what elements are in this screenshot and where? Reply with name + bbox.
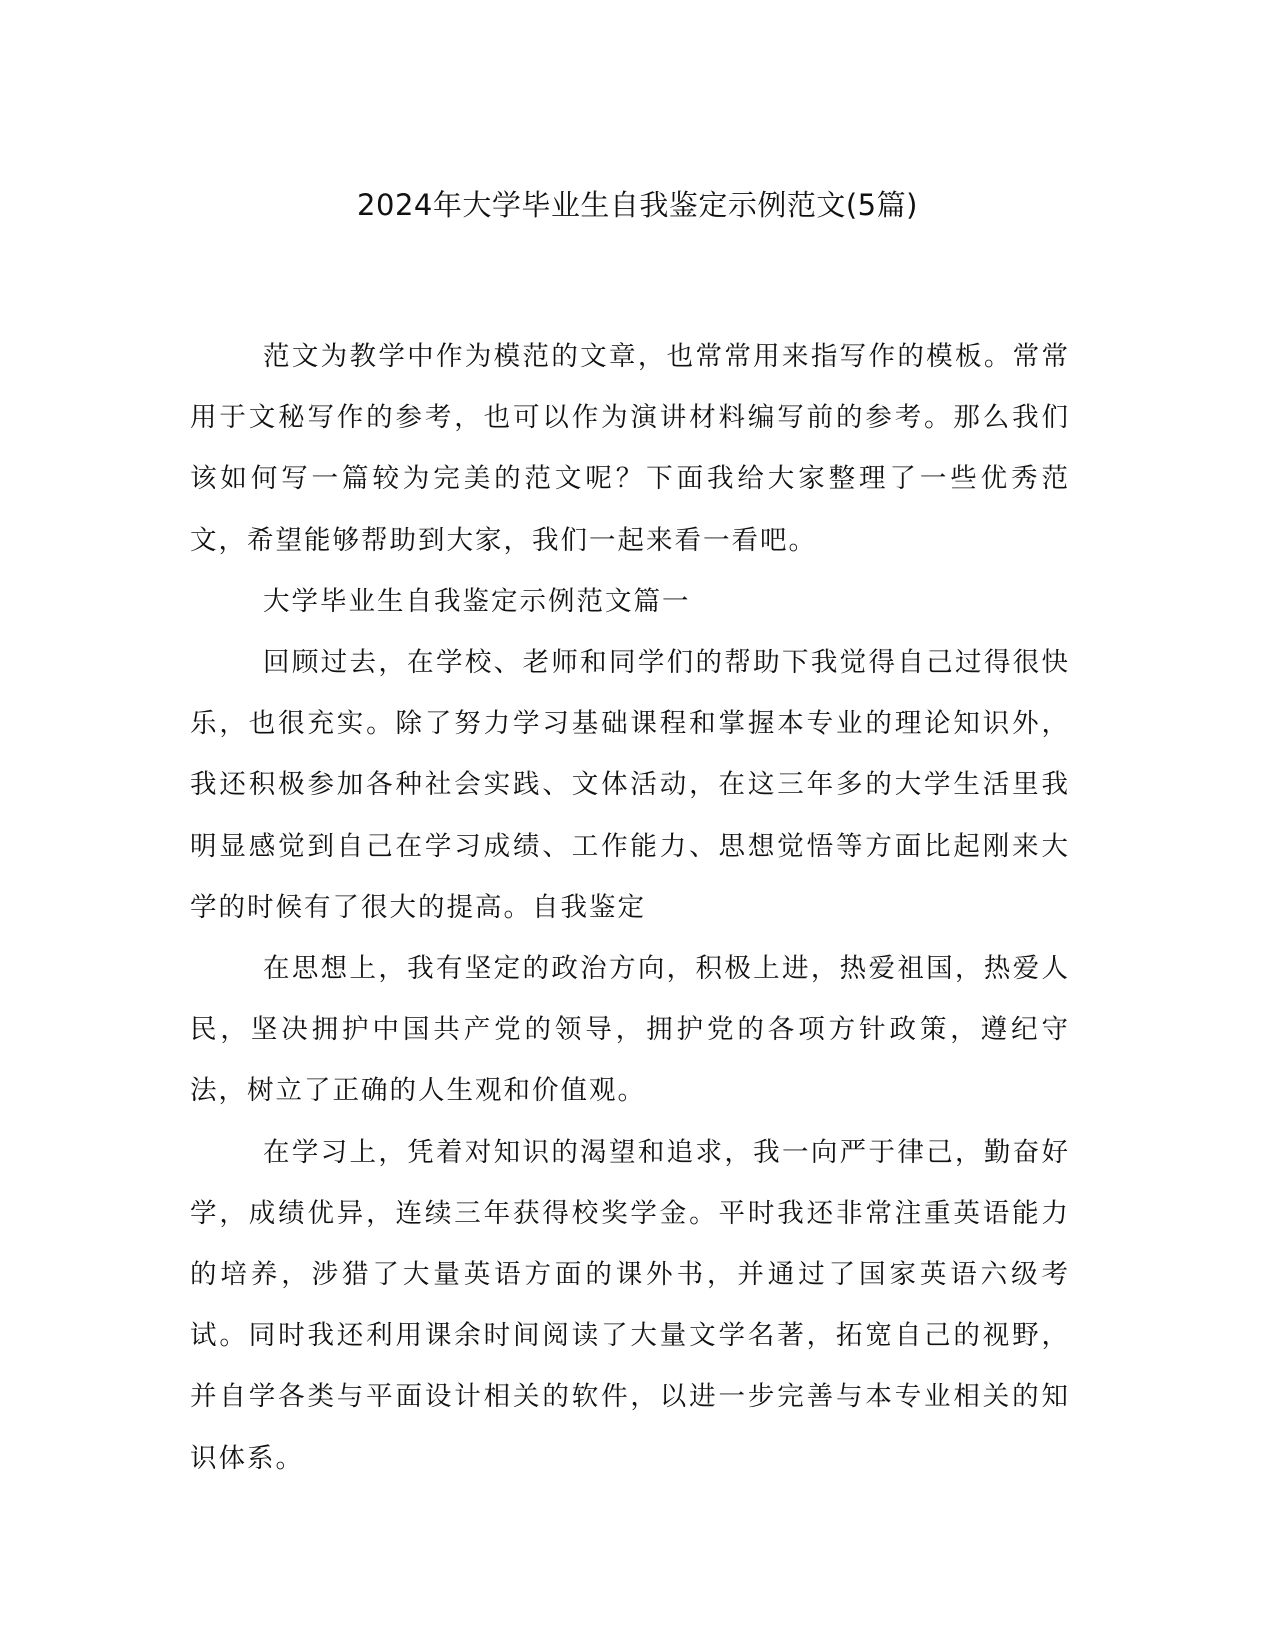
section-heading: 大学毕业生自我鉴定示例范文篇一 [263, 585, 691, 617]
document-title: 2024年大学毕业生自我鉴定示例范文(5篇) [357, 188, 918, 222]
document-body [190, 326, 1070, 1489]
body-paragraph: 在学习上，凭着对知识的渴望和追求，我一向严于律己，勤奋好学，成绩优异，连续三年获得校奖学金。平时我还非常注重英语能力的培养，涉猎了大量英语方面的课外书，并通过了国家英语六级考试。同时我还利用课余时间阅读了大量文学名著，拓宽自己的视野，并自学各类与平面设计相关的软件，以进一步完善与本专业相关的知识体系。 [190, 1136, 1070, 1474]
body-paragraph: 回顾过去，在学校、老师和同学们的帮助下我觉得自己过得很快乐，也很充实。除了努力学习基础课程和掌握本专业的理论知识外，我还积极参加各种社会实践、文体活动，在这三年多的大学生活里我明显感觉到自己在学习成绩、工作能力、思想觉悟等方面比起刚来大学的时候有了很大的提高。自我鉴定 [190, 647, 1070, 923]
body-paragraph: 在思想上，我有坚定的政治方向，积极上进，热爱祖国，热爱人民，坚决拥护中国共产党的领导，拥护党的各项方针政策，遵纪守法，树立了正确的人生观和价值观。 [190, 953, 1070, 1107]
intro-paragraph: 范文为教学中作为模范的文章，也常常用来指写作的模板。常常用于文秘写作的参考，也可以作为演讲材料编写前的参考。那么我们该如何写一篇较为完美的范文呢？下面我给大家整理了一些优秀范文，希望能够帮助到大家，我们一起来看一看吧。 [190, 341, 1070, 556]
